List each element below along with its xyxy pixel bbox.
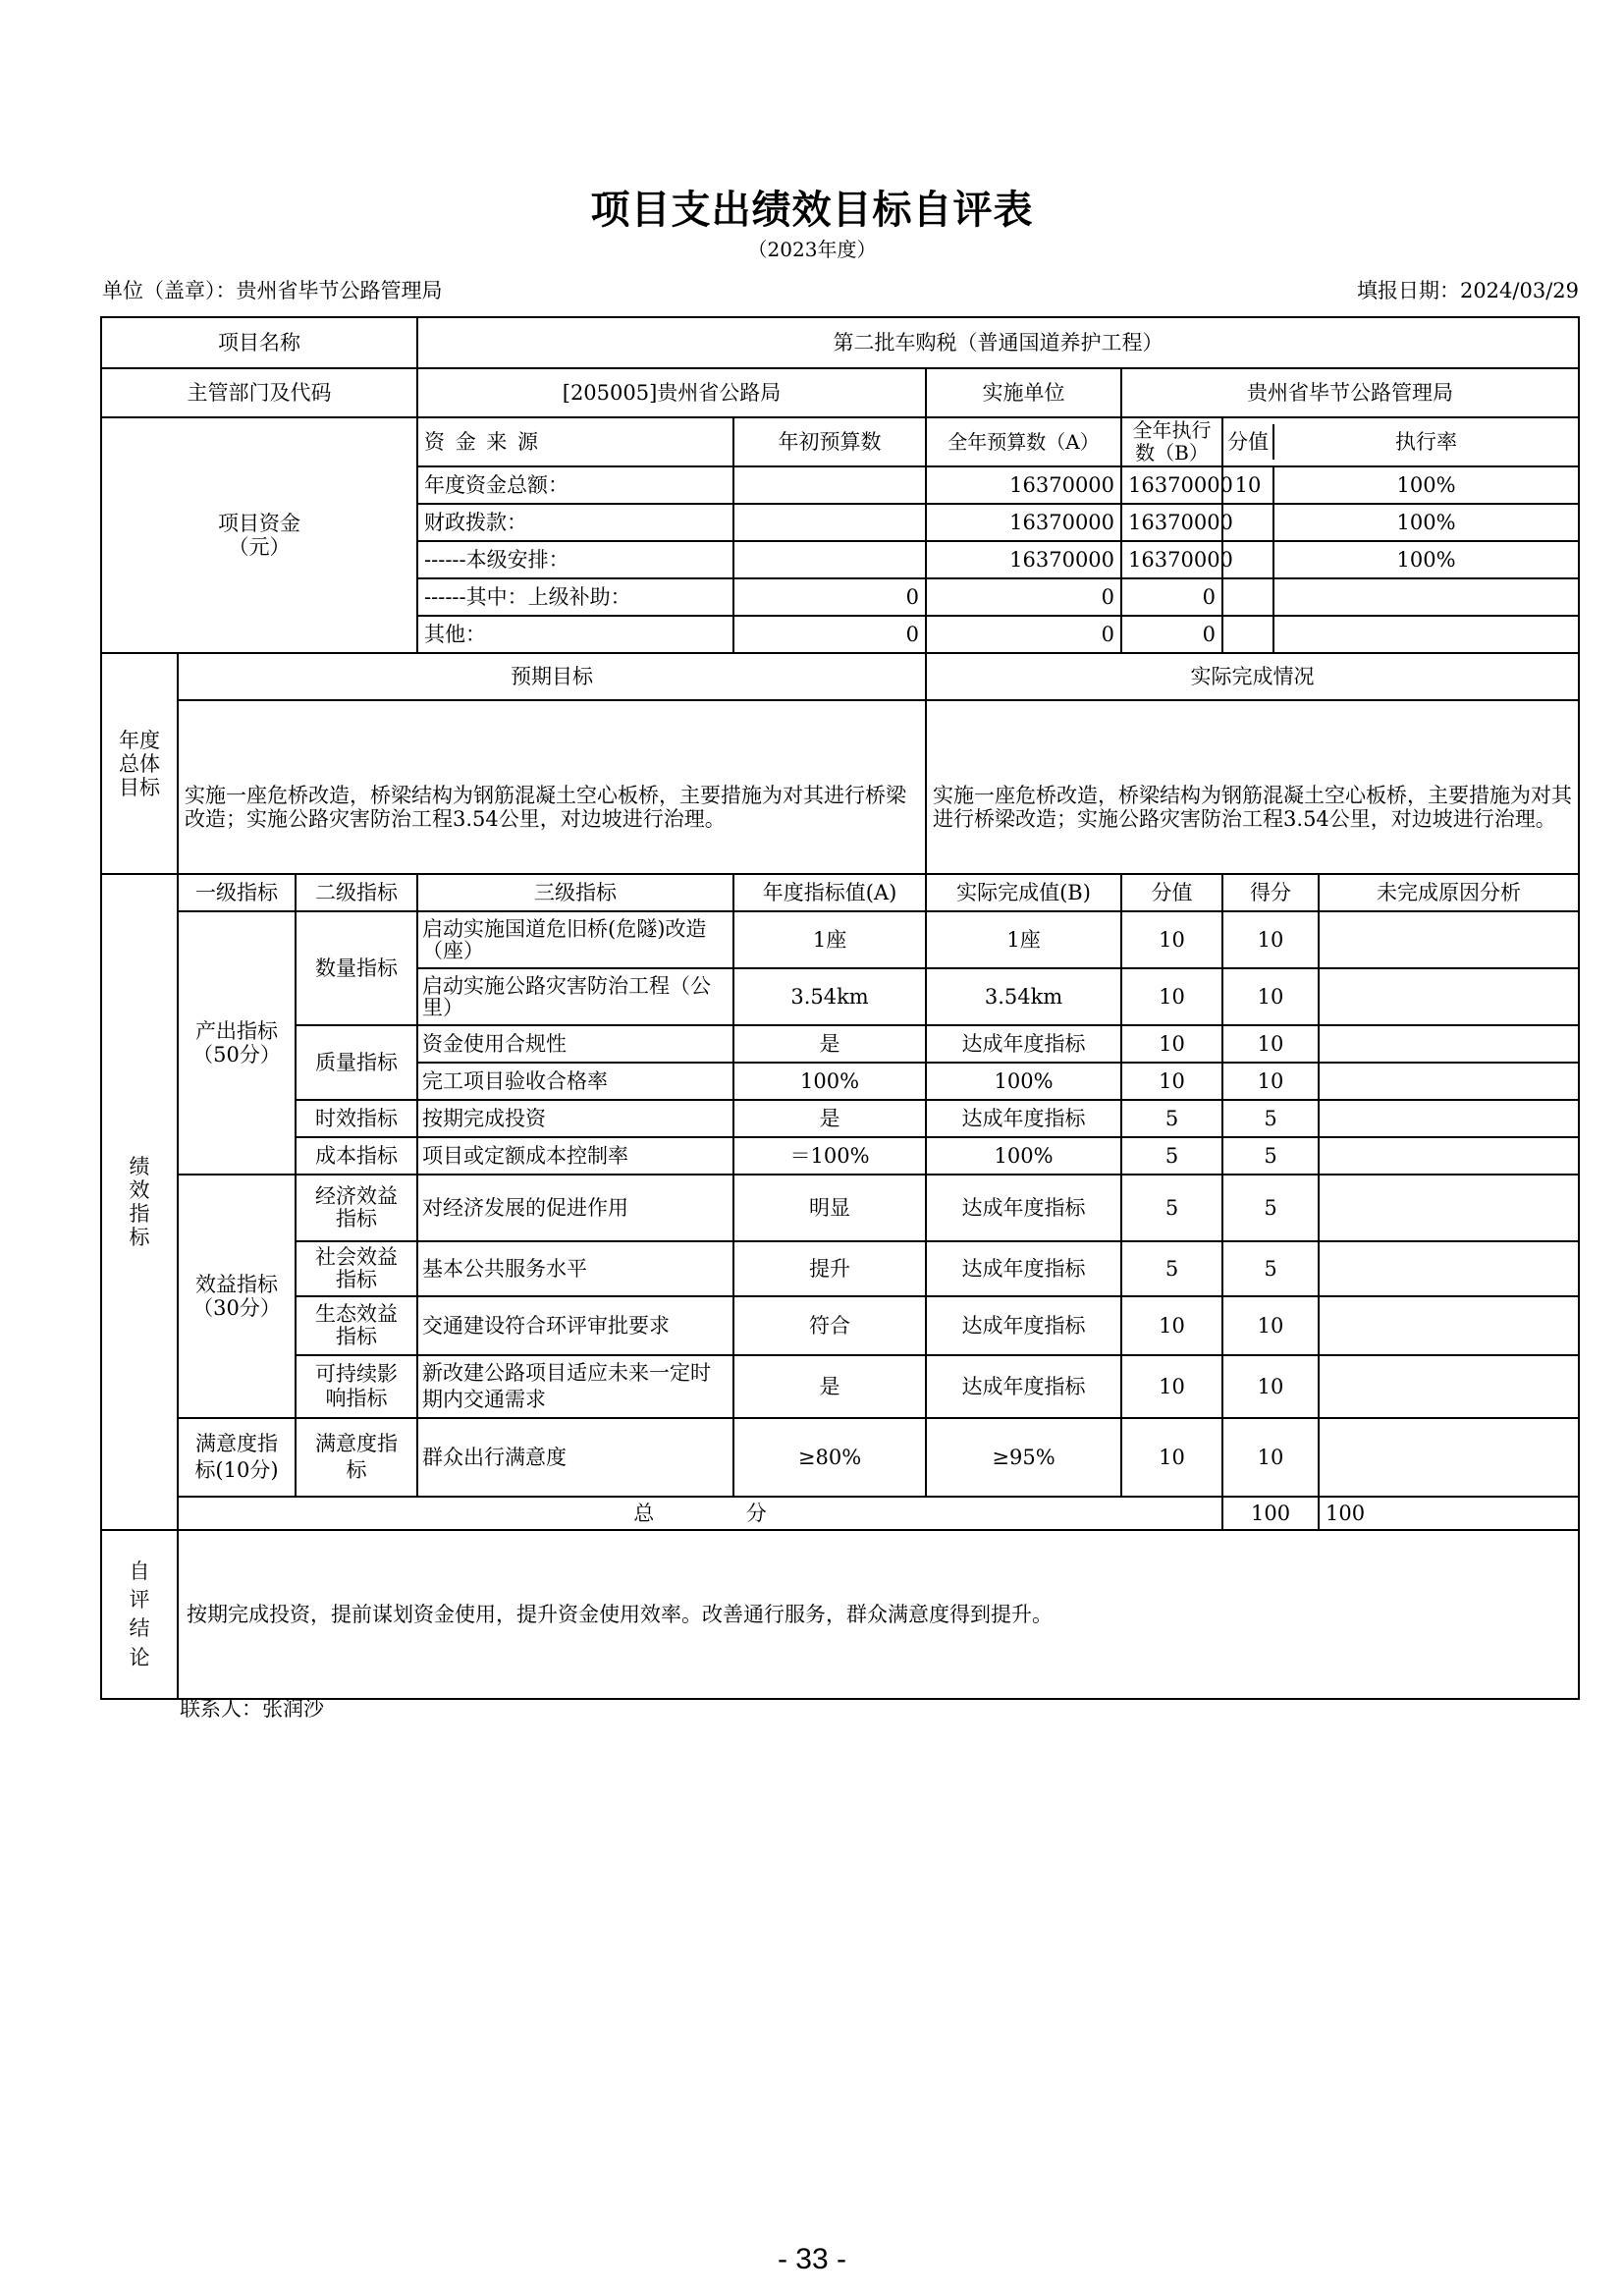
funds-header-split [1222, 417, 1579, 466]
perf-reason [1319, 1175, 1579, 1241]
dept-value: [205005]贵州省公路局 [417, 368, 926, 417]
perf-l3: 基本公共服务水平 [417, 1241, 733, 1296]
perf-header-l3: 三级指标 [417, 874, 733, 911]
funds-initial: 0 [733, 616, 926, 653]
perf-got: 10 [1222, 1296, 1319, 1355]
report-date: 填报日期：2024/03/29 [1356, 279, 1579, 302]
perf-l2-economic: 经济效益 指标 [296, 1175, 417, 1241]
perf-target: 是 [733, 1355, 926, 1418]
perf-reason [1319, 911, 1579, 968]
perf-got: 10 [1222, 911, 1319, 968]
perf-l3: 资金使用合规性 [417, 1025, 733, 1063]
funds-label: 项目资金 （元） [101, 417, 417, 653]
funds-budget: 16370000 [926, 504, 1121, 541]
perf-got: 5 [1222, 1241, 1319, 1296]
funds-rate: 100% [1396, 511, 1456, 535]
dept-row [101, 368, 1579, 417]
perf-l2-satisfaction: 满意度指 标 [296, 1418, 417, 1497]
funds-score [1223, 579, 1274, 615]
goal-content-row [101, 700, 1579, 874]
perf-actual: 3.54km [926, 968, 1121, 1025]
funds-header-source: 资 金 来 源 [417, 417, 733, 466]
perf-target: 100% [733, 1063, 926, 1100]
total-score: 100 [1222, 1497, 1319, 1530]
conclusion-label: 自 评 结 论 [101, 1530, 178, 1699]
perf-target: 符合 [733, 1296, 926, 1355]
perf-target: ≥80% [733, 1418, 926, 1497]
perf-label: 绩 效 指 标 [101, 874, 178, 1530]
funds-score [1223, 505, 1274, 540]
funds-rate: 100% [1396, 548, 1456, 573]
conclusion-text: 按期完成投资，提前谋划资金使用，提升资金使用效率。改善通行服务，群众满意度得到提升。 [178, 1530, 1579, 1699]
perf-row [101, 1241, 1579, 1296]
perf-actual: 达成年度指标 [926, 1175, 1121, 1241]
funds-score-rate [1222, 504, 1579, 541]
perf-got: 10 [1222, 1063, 1319, 1100]
perf-l3: 项目或定额成本控制率 [417, 1137, 733, 1175]
project-row [101, 317, 1579, 368]
funds-score: 10 [1223, 467, 1274, 503]
goal-label: 年度 总体 目标 [101, 653, 178, 874]
funds-executed: 16370000 [1121, 541, 1222, 578]
perf-l1-satisfaction: 满意度指 标(10分) [178, 1418, 296, 1497]
funds-score [1223, 542, 1274, 577]
perf-l3: 完工项目验收合格率 [417, 1063, 733, 1100]
funds-score-rate [1222, 578, 1579, 616]
perf-l1-output: 产出指标 （50分） [178, 911, 296, 1175]
perf-reason [1319, 1355, 1579, 1418]
perf-row [101, 1296, 1579, 1355]
perf-score: 10 [1121, 1418, 1222, 1497]
dept-label: 主管部门及代码 [101, 368, 417, 417]
funds-budget: 0 [926, 616, 1121, 653]
funds-header-initial: 年初预算数 [733, 417, 926, 466]
page-title: 项目支出绩效目标自评表 [590, 187, 1034, 233]
funds-executed: 0 [1121, 578, 1222, 616]
perf-l3: 群众出行满意度 [417, 1418, 733, 1497]
funds-source: 财政拨款： [417, 504, 733, 541]
perf-header-score: 分值 [1121, 874, 1222, 911]
perf-actual: ≥95% [926, 1418, 1121, 1497]
funds-budget: 16370000 [926, 541, 1121, 578]
funds-header-budget: 全年预算数（A） [926, 417, 1121, 466]
funds-header-rate: 执行率 [1395, 430, 1458, 455]
perf-l2-ecological: 生态效益 指标 [296, 1296, 417, 1355]
reporting-unit: 单位（盖章）：贵州省毕节公路管理局 [102, 279, 443, 302]
perf-l3: 对经济发展的促进作用 [417, 1175, 733, 1241]
perf-target: 提升 [733, 1241, 926, 1296]
perf-header-l2: 二级指标 [296, 874, 417, 911]
perf-row [101, 1355, 1579, 1418]
perf-got: 10 [1222, 968, 1319, 1025]
perf-target: ＝100% [733, 1137, 926, 1175]
perf-l2-cost: 成本指标 [296, 1137, 417, 1175]
report-year: （2023年度） [747, 238, 877, 261]
contact-person: 联系人：张润沙 [180, 1697, 324, 1721]
perf-header-row [101, 874, 1579, 911]
funds-initial [733, 504, 926, 541]
perf-target: 明显 [733, 1175, 926, 1241]
funds-score [1223, 617, 1274, 652]
perf-row [101, 1025, 1579, 1063]
perf-score: 5 [1121, 1175, 1222, 1241]
perf-row [101, 911, 1579, 968]
total-row [101, 1497, 1579, 1530]
perf-got: 5 [1222, 1137, 1319, 1175]
perf-reason [1319, 1063, 1579, 1100]
perf-l3: 新改建公路项目适应未来一定时期内交通需求 [417, 1355, 733, 1418]
goal-header-row [101, 653, 1579, 700]
perf-actual: 达成年度指标 [926, 1100, 1121, 1137]
funds-budget: 0 [926, 578, 1121, 616]
perf-header-target: 年度指标值(A) [733, 874, 926, 911]
perf-l2-quality: 质量指标 [296, 1025, 417, 1100]
perf-actual: 1座 [926, 911, 1121, 968]
perf-actual: 达成年度指标 [926, 1355, 1121, 1418]
perf-target: 是 [733, 1025, 926, 1063]
perf-reason [1319, 1296, 1579, 1355]
perf-l1-benefit: 效益指标 （30分） [178, 1175, 296, 1418]
perf-row [101, 1418, 1579, 1497]
funds-header-row [101, 417, 1579, 466]
actual-goal-label: 实际完成情况 [926, 653, 1579, 700]
funds-header-score: 分值 [1223, 424, 1274, 460]
perf-l2-social: 社会效益 指标 [296, 1241, 417, 1296]
total-got: 100 [1319, 1497, 1579, 1530]
perf-score: 10 [1121, 1025, 1222, 1063]
funds-source: 年度资金总额： [417, 466, 733, 504]
impl-unit-value: 贵州省毕节公路管理局 [1121, 368, 1579, 417]
funds-source: ------本级安排： [417, 541, 733, 578]
perf-actual: 达成年度指标 [926, 1296, 1121, 1355]
perf-reason [1319, 1418, 1579, 1497]
impl-unit-label: 实施单位 [926, 368, 1121, 417]
perf-l3: 启动实施公路灾害防治工程（公里） [417, 968, 733, 1025]
perf-reason [1319, 968, 1579, 1025]
perf-got: 10 [1222, 1418, 1319, 1497]
perf-actual: 100% [926, 1137, 1121, 1175]
perf-row [101, 1137, 1579, 1175]
perf-l2-timeliness: 时效指标 [296, 1100, 417, 1137]
funds-executed: 16370000 [1121, 466, 1222, 504]
funds-executed: 16370000 [1121, 504, 1222, 541]
perf-target: 1座 [733, 911, 926, 968]
perf-score: 5 [1121, 1100, 1222, 1137]
conclusion-row [101, 1530, 1579, 1699]
perf-score: 10 [1121, 911, 1222, 968]
funds-score-rate [1222, 616, 1579, 653]
actual-goal-text: 实施一座危桥改造，桥梁结构为钢筋混凝土空心板桥，主要措施为对其进行桥梁改造；实施公路灾害防治工程3.54公里，对边坡进行治理。 [926, 700, 1579, 874]
perf-row [101, 1175, 1579, 1241]
perf-got: 10 [1222, 1025, 1319, 1063]
perf-got: 5 [1222, 1175, 1319, 1241]
funds-initial [733, 466, 926, 504]
funds-initial: 0 [733, 578, 926, 616]
perf-target: 3.54km [733, 968, 926, 1025]
perf-score: 10 [1121, 1296, 1222, 1355]
perf-score: 10 [1121, 968, 1222, 1025]
perf-header-l1: 一级指标 [178, 874, 296, 911]
funds-source: ------其中：上级补助： [417, 578, 733, 616]
perf-header-actual: 实际完成值(B) [926, 874, 1121, 911]
expected-goal-text: 实施一座危桥改造，桥梁结构为钢筋混凝土空心板桥，主要措施为对其进行桥梁改造；实施公路灾害防治工程3.54公里，对边坡进行治理。 [178, 700, 926, 874]
project-label: 项目名称 [101, 317, 417, 368]
perf-header-reason: 未完成原因分析 [1319, 874, 1579, 911]
expected-goal-label: 预期目标 [178, 653, 926, 700]
perf-reason [1319, 1100, 1579, 1137]
perf-l3: 交通建设符合环评审批要求 [417, 1296, 733, 1355]
perf-got: 5 [1222, 1100, 1319, 1137]
perf-target: 是 [733, 1100, 926, 1137]
perf-reason [1319, 1025, 1579, 1063]
perf-score: 10 [1121, 1355, 1222, 1418]
total-label: 总 分 [178, 1497, 1222, 1530]
perf-l3: 按期完成投资 [417, 1100, 733, 1137]
perf-actual: 达成年度指标 [926, 1241, 1121, 1296]
project-name: 第二批车购税（普通国道养护工程） [417, 317, 1579, 368]
evaluation-table [100, 316, 1580, 1700]
perf-reason [1319, 1137, 1579, 1175]
perf-row [101, 1100, 1579, 1137]
funds-rate: 100% [1396, 473, 1456, 498]
perf-actual: 100% [926, 1063, 1121, 1100]
funds-source: 其他： [417, 616, 733, 653]
perf-actual: 达成年度指标 [926, 1025, 1121, 1063]
funds-header-executed: 全年执行数（B） [1121, 417, 1222, 466]
perf-reason [1319, 1241, 1579, 1296]
perf-score: 5 [1121, 1137, 1222, 1175]
funds-initial [733, 541, 926, 578]
funds-score-rate [1222, 466, 1579, 504]
perf-l2-sustainable: 可持续影 响指标 [296, 1355, 417, 1418]
perf-score: 5 [1121, 1241, 1222, 1296]
perf-header-got: 得分 [1222, 874, 1319, 911]
perf-l2-quantity: 数量指标 [296, 911, 417, 1025]
page-number: - 33 - [777, 2243, 847, 2275]
perf-l3: 启动实施国道危旧桥(危隧)改造（座） [417, 911, 733, 968]
perf-score: 10 [1121, 1063, 1222, 1100]
funds-budget: 16370000 [926, 466, 1121, 504]
perf-got: 10 [1222, 1355, 1319, 1418]
funds-score-rate [1222, 541, 1579, 578]
funds-executed: 0 [1121, 616, 1222, 653]
